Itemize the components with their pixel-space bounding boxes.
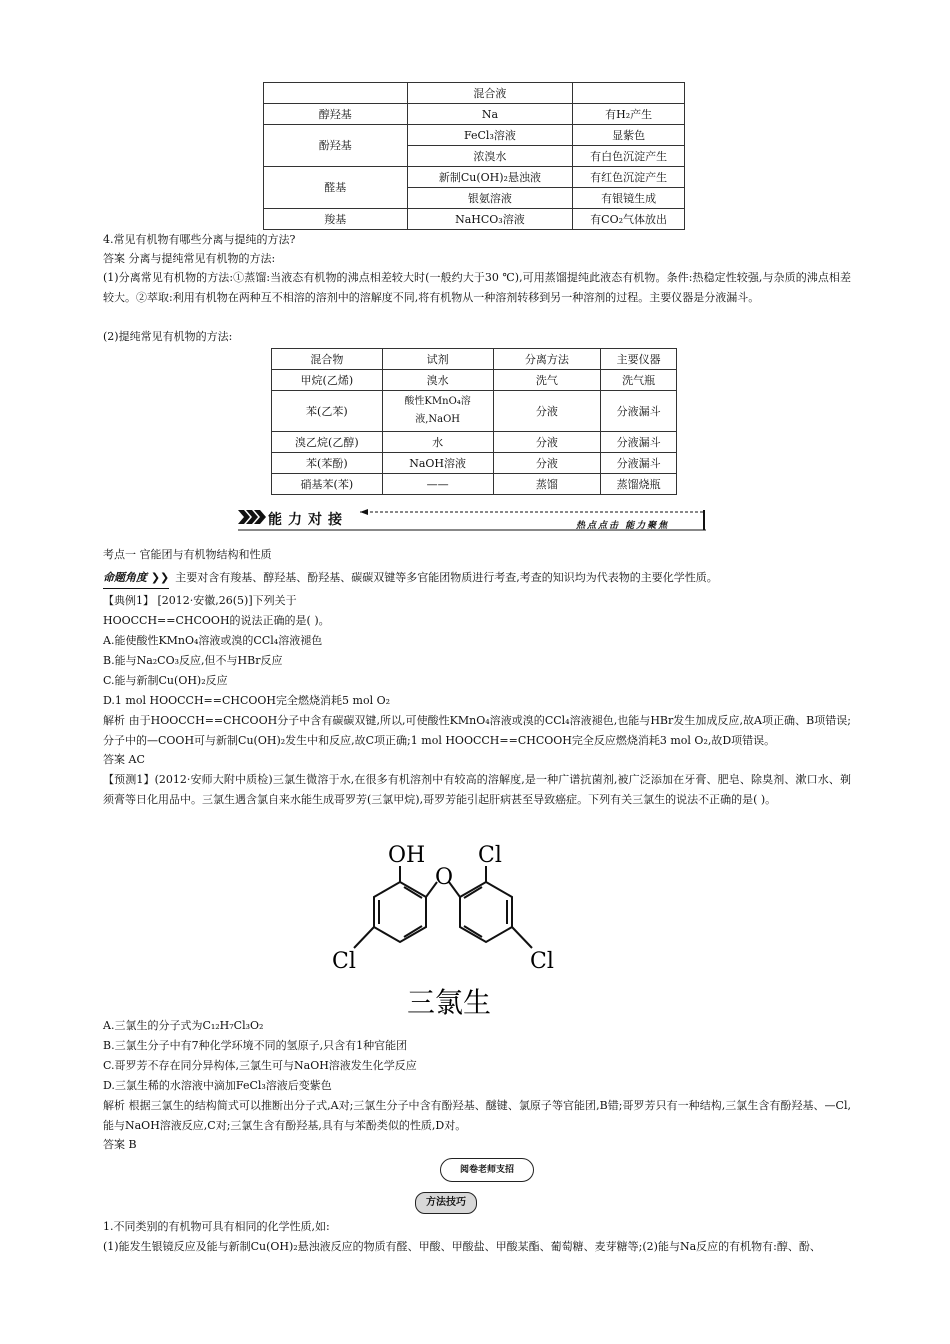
cell: 洗气 — [493, 370, 601, 391]
cell: 蒸馏 — [493, 474, 601, 495]
cell: 醇羟基 — [264, 104, 408, 125]
example1-title: 【典例1】 [2012·安徽,26(5)]下列关于 — [103, 594, 297, 607]
mingti-text: 主要对含有羧基、醇羟基、酚羟基、碳碳双键等多官能团物质进行考查,考查的知识均为代表物的主要化学性质。 — [175, 571, 718, 584]
cell: 洗气瓶 — [601, 370, 677, 391]
cell: 混合液 — [407, 83, 573, 104]
header-cell: 试剂 — [382, 349, 493, 370]
banner-subtitle: 热点点击 能力聚焦 — [576, 521, 670, 531]
option-b: B.三氯生分子中有7种化学环境不同的氢原子,只含有1种官能团 — [103, 1039, 408, 1052]
example1-question: HOOCCH==CHCOOH的说法正确的是( )。 — [103, 614, 330, 627]
cell: 溴水 — [382, 370, 493, 391]
ability-banner — [236, 504, 712, 532]
answer-intro: 答案 分离与提纯常见有机物的方法: — [103, 252, 276, 265]
cell: 羧基 — [264, 209, 408, 230]
structure-caption: 三氯生 — [407, 986, 492, 1019]
cell: 有银镜生成 — [573, 188, 685, 209]
cell: NaOH溶液 — [382, 453, 493, 474]
mingti-badge: 命题角度 ❯❯ — [103, 568, 169, 589]
cell: 分液 — [493, 391, 601, 432]
kaodian-heading: 考点一 官能团与有机物结构和性质 — [103, 548, 272, 561]
triclosan-structure — [320, 830, 620, 1020]
cell: 水 — [382, 432, 493, 453]
cell: 分液漏斗 — [601, 453, 677, 474]
header-cell: 主要仪器 — [601, 349, 677, 370]
cell: 分液漏斗 — [601, 391, 677, 432]
cl-label: Cl — [530, 949, 554, 974]
tip-cloud: 阅卷老师支招 — [440, 1158, 534, 1182]
option-c: C.哥罗芳不存在同分异构体,三氯生可与NaOH溶液发生化学反应 — [103, 1059, 417, 1072]
option-b: B.能与Na₂CO₃反应,但不与HBr反应 — [103, 654, 283, 667]
oh-label: OH — [388, 843, 426, 868]
option-a: A.能使酸性KMnO₄溶液或溴的CCl₄溶液褪色 — [103, 634, 323, 647]
cell: 分液 — [493, 453, 601, 474]
cell: 硝基苯(苯) — [272, 474, 383, 495]
cell: FeCl₃溶液 — [407, 125, 573, 146]
cell: 溴乙烷(乙醇) — [272, 432, 383, 453]
example1-answer: 答案 AC — [103, 753, 145, 766]
purification-table — [271, 348, 677, 495]
cl-label: Cl — [478, 843, 502, 868]
cell: 分液 — [493, 432, 601, 453]
o-label: O — [435, 865, 454, 890]
predict1-analysis: 解析 根据三氯生的结构简式可以推断出分子式,A对;三氯生分子中含有酚羟基、醚键、氯原子等官能团,B错;哥罗芳只有一种结构,三氯生含有酚羟基、—Cl,能与NaOH溶液反应,C对;三氯生含有酚羟基,具有与苯酚类似的性质,D对。 — [103, 1099, 851, 1132]
cell: 有白色沉淀产生 — [573, 146, 685, 167]
cell: 甲烷(乙烯) — [272, 370, 383, 391]
cell: 有H₂产生 — [573, 104, 685, 125]
header-cell: 分离方法 — [493, 349, 601, 370]
cell: 银氨溶液 — [407, 188, 573, 209]
functional-group-table — [263, 82, 685, 230]
banner-title: 能力对接 — [268, 512, 348, 528]
final-line-1: 1.不同类别的有机物可具有相同的化学性质,如: — [103, 1220, 330, 1233]
final-line-2: (1)能发生银镜反应及能与新制Cu(OH)₂悬浊液反应的物质有醛、甲酸、甲酸盐、甲酸某酯、葡萄糖、麦芽糖等;(2)能与Na反应的有机物有:醇、酚、 — [103, 1240, 821, 1253]
cell: Na — [407, 104, 573, 125]
cell: 新制Cu(OH)₂悬浊液 — [407, 167, 573, 188]
cell: 醛基 — [264, 167, 408, 209]
separation-paragraph: (1)分离常见有机物的方法:①蒸馏:当液态有机物的沸点相差较大时(一般约大于30 ℃),可用蒸馏提纯此液态有机物。条件:热稳定性较强,与杂质的沸点相差较大。②萃取:利用有机物在两种互不相溶的溶剂中的溶解度不同,将有机物从一种溶剂转移到另一种溶剂的过程。主要仪器是分液漏斗。 — [103, 271, 851, 304]
cell: 蒸馏烧瓶 — [601, 474, 677, 495]
method-tip-badge: 方法技巧 — [415, 1192, 477, 1214]
cell: 酸性KMnO₄溶液,NaOH — [382, 391, 493, 432]
purification-intro: (2)提纯常见有机物的方法: — [103, 330, 233, 343]
predict1-answer: 答案 B — [103, 1138, 137, 1151]
option-c: C.能与新制Cu(OH)₂反应 — [103, 674, 228, 687]
cell: —— — [382, 474, 493, 495]
cl-label: Cl — [332, 949, 356, 974]
cell: 浓溴水 — [407, 146, 573, 167]
option-d: D.三氯生稀的水溶液中滴加FeCl₃溶液后变紫色 — [103, 1079, 332, 1092]
example1-analysis: 解析 由于HOOCCH==CHCOOH分子中含有碳碳双键,所以,可使酸性KMnO₄溶液或溴的CCl₄溶液褪色,也能与HBr发生加成反应,故A项正确、B项错误;分子中的—COOH可与新制Cu(OH)₂发生中和反应,故C项正确;1 mol HOOCCH==CHCOOH完全反应燃烧消耗3 mol O₂,故D项错误。 — [103, 714, 851, 747]
cell: 有CO₂气体放出 — [573, 209, 685, 230]
option-a: A.三氯生的分子式为C₁₂H₇Cl₃O₂ — [103, 1019, 264, 1032]
cell: 显紫色 — [573, 125, 685, 146]
question-4: 4.常见有机物有哪些分离与提纯的方法? — [103, 233, 296, 246]
option-d: D.1 mol HOOCCH==CHCOOH完全燃烧消耗5 mol O₂ — [103, 694, 391, 707]
cell: NaHCO₃溶液 — [407, 209, 573, 230]
cell: 苯(苯酚) — [272, 453, 383, 474]
cell: 酚羟基 — [264, 125, 408, 167]
header-cell: 混合物 — [272, 349, 383, 370]
predict1-question: 【预测1】(2012·安师大附中质检)三氯生微溶于水,在很多有机溶剂中有较高的溶解度,是一种广谱抗菌剂,被广泛添加在牙膏、肥皂、除臭剂、漱口水、剃须膏等日化用品中。三氯生遇含氯自来水能生成哥罗芳(三氯甲烷),哥罗芳能引起肝病甚至导致癌症。下列有关三氯生的说法不正确的是( )。 — [103, 773, 851, 806]
mingti-line — [103, 568, 851, 589]
cell: 苯(乙苯) — [272, 391, 383, 432]
cell: 分液漏斗 — [601, 432, 677, 453]
cell: 有红色沉淀产生 — [573, 167, 685, 188]
